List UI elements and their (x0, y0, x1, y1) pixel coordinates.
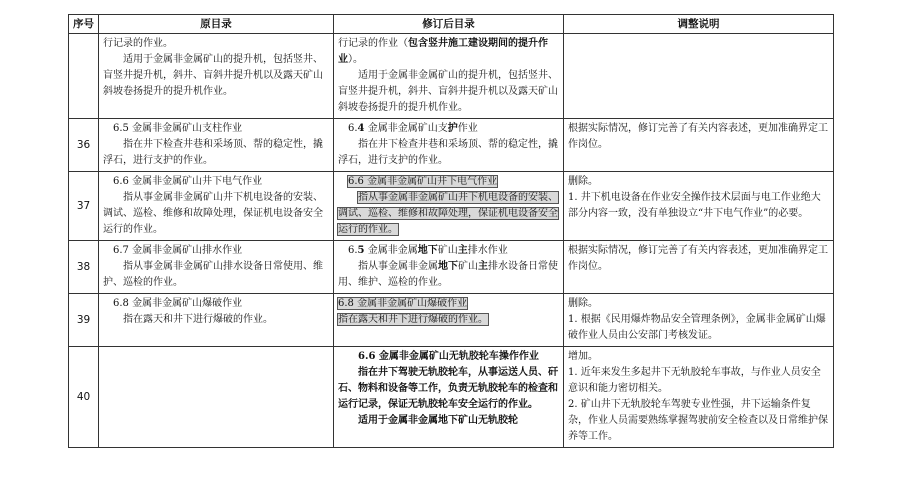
revised-title: 6.5 金属非金属地下矿山主排水作业 (348, 245, 508, 256)
deleted-highlight: 指从事金属非金属矿山井下机电设备的安装、调试、巡检、维修和故障处理，保证机电设备安全运行的作业。 (338, 192, 558, 235)
deleted-highlight: 6.6 金属非金属矿山井下电气作业 (348, 176, 498, 187)
original-text: 指从事金属非金属矿山井下机电设备的安装、调试、巡检、维修和故障处理，保证机电设备安全运行的作业。 (103, 192, 323, 235)
revised-cell (334, 294, 564, 347)
note-text: 1. 近年来发生多起井下无轨胶轮车事故，与作业人员安全意识和能力密切相关。 (568, 367, 821, 394)
original-title: 6.8 金属非金属矿山爆破作业 (113, 298, 243, 309)
revised-cell (334, 34, 564, 119)
revised-cell (334, 347, 564, 448)
table-row (69, 34, 834, 119)
original-title: 6.6 金属非金属矿山井下电气作业 (113, 176, 263, 187)
table-row (69, 172, 834, 241)
note-text: 根据实际情况，修订完善了有关内容表述，更加准确界定工作岗位。 (568, 245, 828, 272)
table-row (69, 294, 834, 347)
revised-cell (334, 241, 564, 294)
header-notes: 调整说明 (564, 15, 834, 34)
notes-cell (564, 294, 834, 347)
row-number: 40 (69, 347, 99, 448)
original-text: 指在露天和井下进行爆破的作业。 (123, 314, 273, 325)
catalog-revision-table (68, 14, 834, 448)
original-text: 指从事金属非金属矿山排水设备日常使用、维护、巡检的作业。 (103, 261, 323, 288)
revised-text (338, 312, 559, 328)
revised-title (338, 174, 559, 190)
table-row (69, 347, 834, 448)
note-text: 2. 矿山井下无轨胶轮车驾驶专业性强，井下运输条件复杂，作业人员需要熟练掌握驾驶前安全检查以及日常维护保养等工作。 (568, 399, 828, 442)
original-cell (99, 294, 334, 347)
revised-title: 6.4 金属非金属矿山支护作业 (348, 123, 478, 134)
deleted-highlight: 指在露天和井下进行爆破的作业。 (338, 314, 488, 325)
original-cell (99, 34, 334, 119)
table-header-row (69, 15, 834, 34)
header-seq: 序号 (69, 15, 99, 34)
note-text: 1. 根据《民用爆炸物品安全管理条例》，金属非金属矿山爆破作业人员由公安部门考核发证。 (568, 314, 826, 341)
table-row (69, 241, 834, 294)
table-row (69, 119, 834, 172)
notes-cell (564, 347, 834, 448)
revised-text: 指在井下检查井巷和采场顶、帮的稳定性，撬浮石，进行支护的作业。 (338, 139, 558, 166)
note-text: 删除。 (568, 298, 598, 309)
notes-cell (564, 172, 834, 241)
header-revised: 修订后目录 (334, 15, 564, 34)
revised-text: 指在井下驾驶无轨胶轮车，从事运送人员、矸石、物料和设备等工作，负责无轨胶轮车的检查和运行记录，保证无轨胶轮车安全运行的作业。 (338, 367, 558, 410)
original-cell (99, 172, 334, 241)
original-cell (99, 119, 334, 172)
notes-cell (564, 34, 834, 119)
revised-text (338, 190, 559, 238)
revised-title: 6.6 金属非金属矿山无轨胶轮车操作作业 (358, 351, 539, 362)
header-original: 原目录 (99, 15, 334, 34)
revised-title (338, 296, 559, 312)
original-title: 6.5 金属非金属矿山支柱作业 (113, 123, 243, 134)
original-title: 6.7 金属非金属矿山排水作业 (113, 245, 243, 256)
original-cell (99, 241, 334, 294)
row-number: 38 (69, 241, 99, 294)
revised-text: 指从事金属非金属地下矿山主排水设备日常使用、维护、巡检的作业。 (338, 261, 558, 288)
note-text: 根据实际情况，修订完善了有关内容表述，更加准确界定工作岗位。 (568, 123, 828, 150)
row-number: 36 (69, 119, 99, 172)
notes-cell (564, 241, 834, 294)
revised-cell (334, 172, 564, 241)
revised-text: 行记录的作业（包含竖井施工建设期间的提升作业）。 (338, 38, 548, 65)
note-text: 增加。 (568, 351, 598, 362)
note-text: 1. 井下机电设备在作业安全操作技术层面与电工作业绝大部分内容一致，没有单独设立“井下电气作业”的必要。 (568, 192, 821, 219)
notes-cell (564, 119, 834, 172)
original-text: 指在井下检查井巷和采场顶、帮的稳定性，撬浮石，进行支护的作业。 (103, 139, 323, 166)
revised-text: 适用于金属非金属地下矿山无轨胶轮 (358, 415, 518, 426)
revised-text: 适用于金属非金属矿山的提升机，包括竖井、盲竖井提升机，斜井、盲斜井提升机以及露天矿山斜坡卷扬提升的提升机作业。 (338, 70, 558, 113)
deleted-highlight: 6.8 金属非金属矿山爆破作业 (338, 298, 468, 309)
original-text: 适用于金属非金属矿山的提升机，包括竖井、盲竖井提升机，斜井、盲斜井提升机以及露天矿山斜坡卷扬提升的提升机作业。 (103, 54, 323, 97)
row-number (69, 34, 99, 119)
note-text: 删除。 (568, 176, 598, 187)
row-number: 37 (69, 172, 99, 241)
revised-cell (334, 119, 564, 172)
original-cell (99, 347, 334, 448)
row-number: 39 (69, 294, 99, 347)
original-text: 行记录的作业。 (103, 38, 173, 49)
